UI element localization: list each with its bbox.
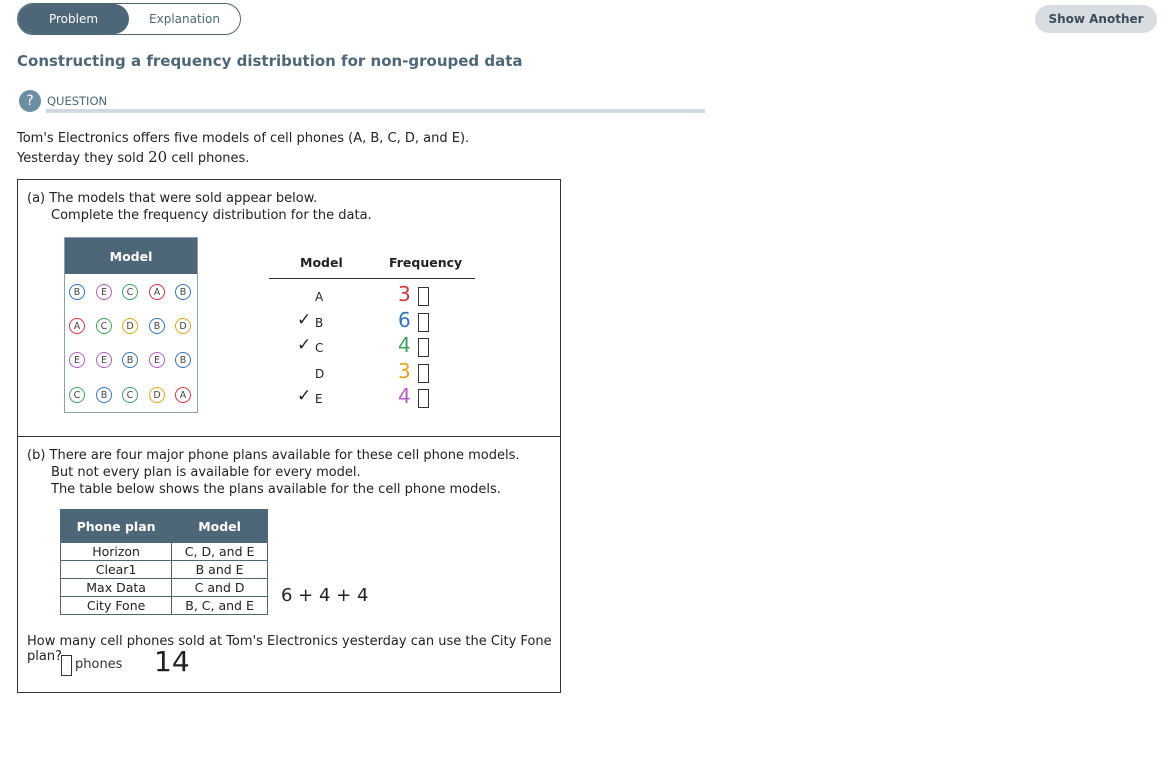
part-a-instruction-1: (a) The models that were sold appear below.	[27, 191, 318, 206]
plan-models: C and D	[172, 579, 268, 597]
model-coin-d: D	[175, 318, 191, 334]
checkmark-icon: ✓	[297, 309, 312, 330]
model-coin-e: E	[96, 284, 112, 300]
frequency-model-label: B	[315, 315, 324, 330]
plan-col-header: Phone plan	[61, 510, 172, 543]
model-coin-c: C	[122, 284, 138, 300]
frequency-col-frequency: Frequency	[389, 255, 463, 270]
model-coin-b: B	[175, 284, 191, 300]
frequency-col-model: Model	[300, 255, 343, 270]
frequency-input[interactable]	[418, 313, 429, 332]
frequency-table-header	[269, 252, 475, 279]
frequency-row	[269, 307, 475, 336]
answer-unit: phones	[75, 657, 123, 672]
plan-models: C, D, and E	[172, 543, 268, 561]
model-coin-c: C	[69, 387, 85, 403]
part-a	[18, 180, 560, 437]
model-coin-b: B	[122, 352, 138, 368]
answer-input[interactable]	[61, 655, 72, 676]
question-label: QUESTION	[47, 94, 108, 108]
problem-intro	[17, 130, 469, 168]
table-row	[61, 597, 268, 615]
question-icon: ?	[19, 90, 41, 112]
frequency-row	[269, 386, 475, 412]
tab-explanation[interactable]: Explanation	[149, 12, 220, 26]
plan-name: Clear1	[61, 561, 172, 579]
plan-name: City Fone	[61, 597, 172, 615]
model-coin-e: E	[149, 352, 165, 368]
frequency-input[interactable]	[418, 287, 429, 306]
table-row	[61, 561, 268, 579]
model-coin-b: B	[69, 284, 85, 300]
frequency-model-label: D	[315, 366, 325, 381]
frequency-input[interactable]	[418, 338, 429, 357]
handwritten-frequency: 3	[398, 358, 411, 383]
handwritten-frequency: 6	[398, 307, 411, 332]
part-b	[18, 437, 560, 692]
part-b-instruction-3: The table below shows the plans available for the cell phone models.	[51, 482, 501, 497]
show-another-button[interactable]: Show Another	[1035, 5, 1157, 33]
frequency-model-label: A	[315, 290, 324, 304]
plan-name: Max Data	[61, 579, 172, 597]
part-b-instruction-1: (b) There are four major phone plans available for these cell phone models.	[27, 448, 520, 463]
model-coin-b: B	[149, 318, 165, 334]
handwritten-frequency: 4	[398, 384, 411, 408]
model-coin-d: D	[149, 387, 165, 403]
model-coin-c: C	[96, 318, 112, 334]
models-sold-header: Model	[65, 238, 197, 274]
plan-name: Horizon	[61, 543, 172, 561]
tab-switcher	[17, 3, 241, 35]
part-a-instruction-2: Complete the frequency distribution for the data.	[51, 208, 372, 223]
model-coin-c: C	[122, 387, 138, 403]
phone-plan-table	[60, 509, 268, 615]
plan-models: B and E	[172, 561, 268, 579]
model-coin-e: E	[69, 352, 85, 368]
frequency-row	[269, 284, 475, 310]
frequency-row	[269, 358, 475, 387]
model-coin-d: D	[122, 318, 138, 334]
model-coin-b: B	[96, 387, 112, 403]
part-b-instruction-2: But not every plan is available for every model.	[51, 465, 361, 480]
question-divider	[46, 109, 705, 113]
frequency-input[interactable]	[418, 364, 429, 383]
table-row	[61, 543, 268, 561]
model-coin-a: A	[69, 318, 85, 334]
frequency-model-label: E	[315, 392, 323, 406]
intro-line-2: Yesterday they sold 20 cell phones.	[17, 148, 250, 166]
model-coin-b: B	[175, 352, 191, 368]
model-col-header: Model	[172, 510, 268, 543]
checkmark-icon: ✓	[297, 335, 312, 355]
page-title: Constructing a frequency distribution for non-grouped data	[17, 52, 523, 70]
handwritten-answer: 14	[154, 645, 190, 678]
models-sold-table	[64, 237, 198, 413]
plan-models: B, C, and E	[172, 597, 268, 615]
frequency-model-label: C	[315, 341, 324, 355]
model-coin-e: E	[96, 352, 112, 368]
handwritten-frequency: 4	[398, 333, 411, 357]
part-b-question: How many cell phones sold at Tom's Electronics yesterday can use the City Fone plan?	[27, 634, 552, 664]
handwritten-sum: 6 + 4 + 4	[281, 585, 369, 606]
model-coin-a: A	[175, 387, 191, 403]
tab-problem[interactable]: Problem	[18, 4, 129, 34]
checkmark-icon: ✓	[297, 386, 312, 406]
handwritten-frequency: 3	[398, 282, 411, 306]
frequency-row	[269, 335, 475, 361]
frequency-input[interactable]	[418, 389, 429, 408]
problem-box	[17, 179, 561, 693]
table-row	[61, 579, 268, 597]
model-coin-a: A	[149, 284, 165, 300]
models-sold-grid	[65, 274, 197, 412]
intro-line-1: Tom's Electronics offers five models of cell phones (A, B, C, D, and E).	[17, 131, 470, 146]
